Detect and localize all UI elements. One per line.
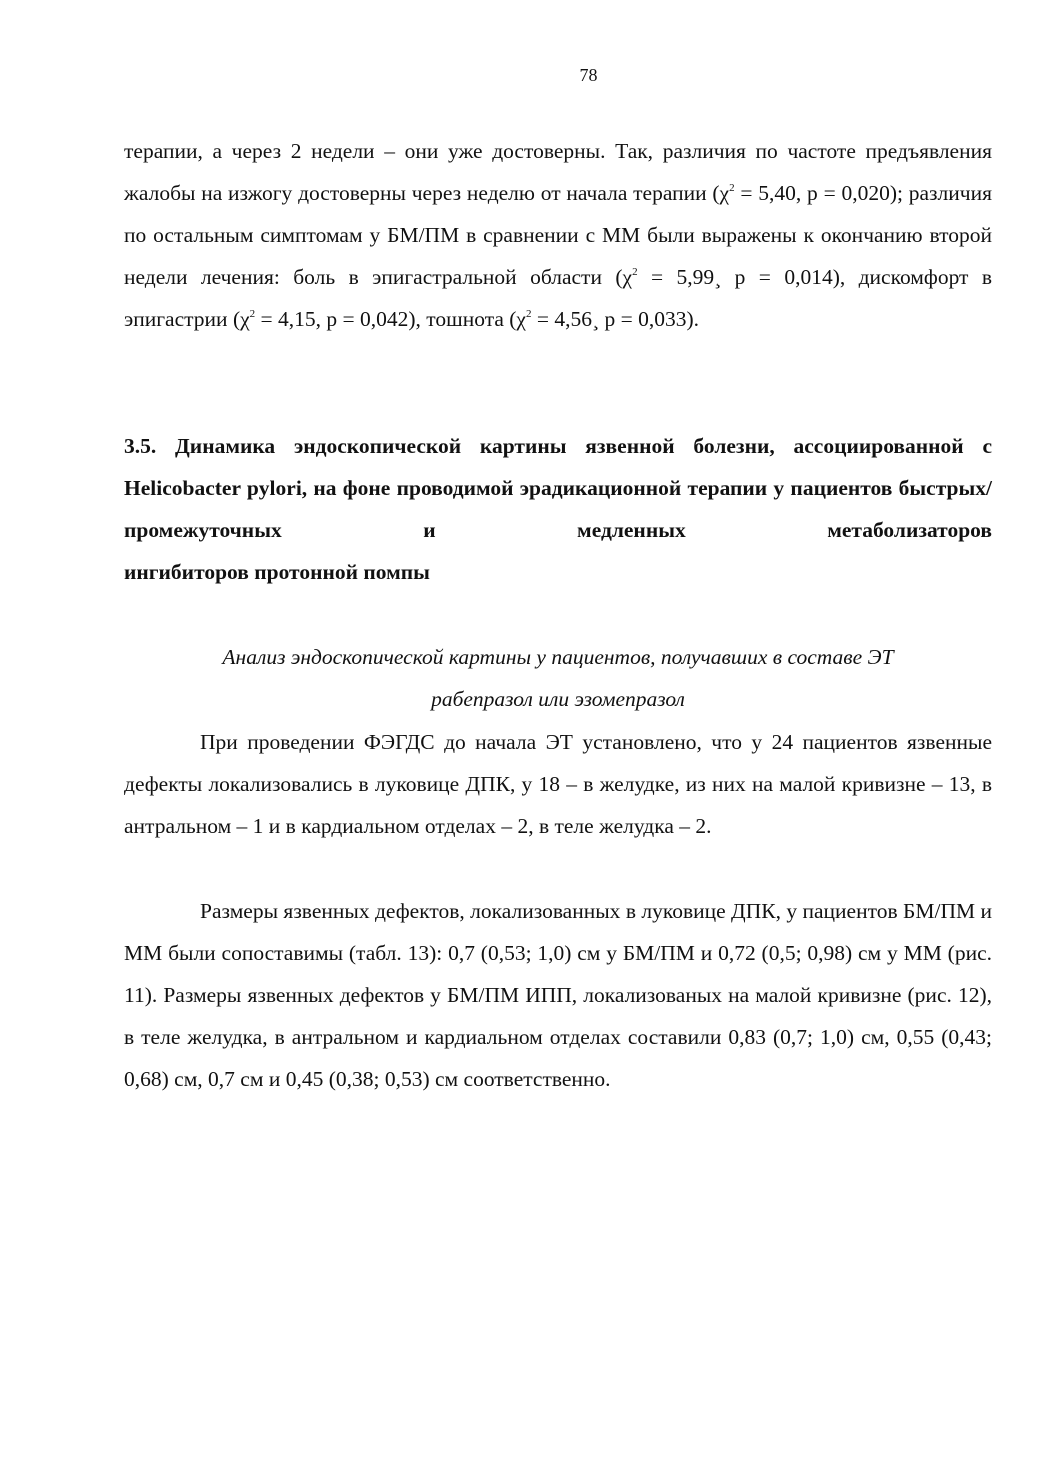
subsection-heading-line-1: Анализ эндоскопической картины у пациентов, получавших в составе ЭТ: [222, 645, 894, 669]
paragraph-1-text-b: = 5,40, p = 0,020); различия по остальным симптомам у БМ/ПМ в сравнении с ММ были выражены к окончанию второй недели лечения: боль в эпигастральной области (χ: [124, 181, 992, 289]
paragraph-symptom-differences: [124, 130, 992, 340]
paragraph-1-text-e: = 4,56¸ p = 0,033).: [531, 307, 700, 331]
paragraph-1-text-d: = 4,15, p = 0,042), тошнота (χ: [255, 307, 526, 331]
section-heading-last-line: ингибиторов протонной помпы: [124, 560, 430, 584]
paragraph-1-text-a: терапии, а через 2 недели – они уже достоверны. Так, различия по частоте предъявления жалобы на изжогу достоверны через неделю от начала терапии (χ: [124, 139, 992, 205]
superscript-2: 2: [249, 308, 256, 320]
section-heading-main: 3.5. Динамика эндоскопической картины язвенной болезни, ассоциированной с Helicobacter pylori, на фоне проводимой эрадикационной терапии у пациентов быстрых/промежуточных и медленных метаболизаторов: [124, 434, 992, 542]
section-heading: [124, 425, 992, 593]
page-number: 78: [579, 65, 598, 85]
paragraph-ulcer-sizes: Размеры язвенных дефектов, локализованных в луковице ДПК, у пациентов БМ/ПМ и ММ были сопоставимы (табл. 13): 0,7 (0,53; 1,0) см у БМ/ПМ и 0,72 (0,5; 0,98) см у ММ (рис. 11). Размеры язвенных дефектов у БМ/ПМ ИПП, локализованых на малой кривизне (рис. 12), в теле желудка, в антральном и кардиальном отделах составили 0,83 (0,7; 1,0) см, 0,55 (0,43; 0,68) см, 0,7 см и 0,45 (0,38; 0,53) см соответственно.: [124, 899, 992, 1091]
subsection-heading-line-2: рабепразол или эзомепразол: [431, 687, 685, 711]
paragraph-1-text-c: = 5,99¸ p = 0,014), дискомфорт в эпигастрии (χ: [124, 265, 992, 331]
superscript-2: 2: [729, 182, 735, 194]
subsection-heading: [124, 636, 992, 720]
superscript-2: 2: [525, 308, 532, 320]
superscript-2: 2: [632, 266, 638, 278]
paragraph-ulcer-localization: При проведении ФЭГДС до начала ЭТ установлено, что у 24 пациентов язвенные дефекты локализовались в луковице ДПК, у 18 – в желудке, из них на малой кривизне – 13, в антральном – 1 и в кардиальном отделах – 2, в теле желудка – 2.: [124, 730, 992, 838]
